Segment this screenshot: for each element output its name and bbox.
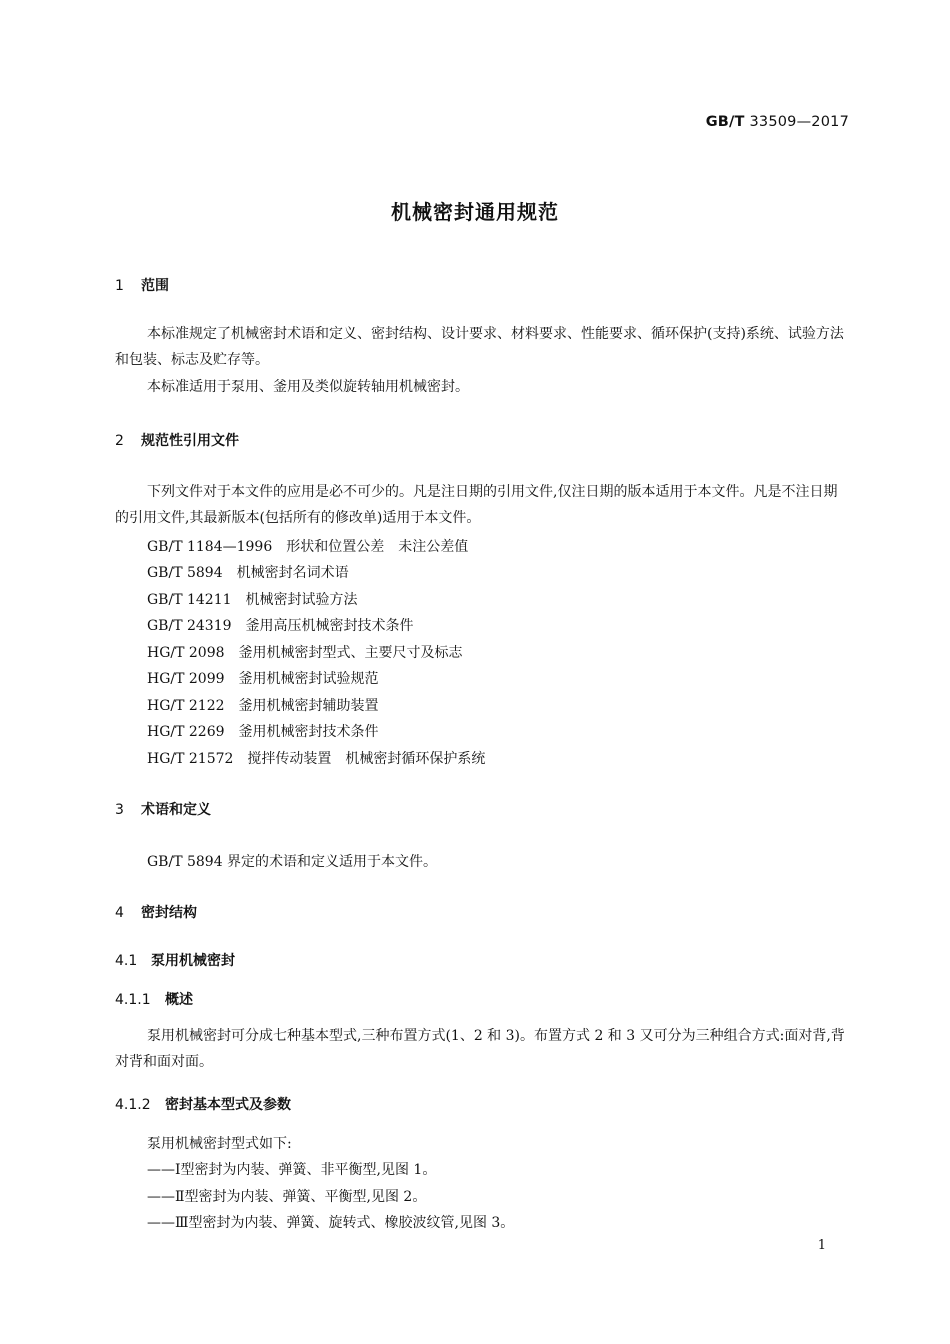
page-number: 1 (817, 1238, 826, 1253)
section-1-paragraph-1: 本标准规定了机械密封术语和定义、密封结构、设计要求、材料要求、性能要求、循环保护(支持)系统、试验方法和包装、标志及贮存等。 (115, 326, 844, 368)
standard-code (706, 114, 849, 130)
reference-item: GB/T 24319 釜用高压机械密封技术条件 (147, 618, 414, 634)
section-title: 概述 (165, 992, 193, 1008)
section-title: 密封结构 (141, 905, 197, 921)
list-item: ——Ⅲ型密封为内装、弹簧、旋转式、橡胶波纹管,见图 3。 (147, 1215, 515, 1231)
section-number: 1 (115, 278, 124, 294)
reference-item: HG/T 21572 搅拌传动装置 机械密封循环保护系统 (147, 751, 486, 767)
section-4-1-1-heading (115, 989, 193, 1009)
section-3-paragraph-1: GB/T 5894 界定的术语和定义适用于本文件。 (147, 854, 438, 870)
standard-prefix: GB/T (705, 114, 745, 130)
section-1-heading (115, 275, 169, 295)
list-item: ——Ⅰ型密封为内装、弹簧、非平衡型,见图 1。 (147, 1162, 437, 1178)
section-number: 4 (115, 905, 124, 921)
section-title: 泵用机械密封 (151, 953, 235, 969)
document-title: 机械密封通用规范 (391, 200, 559, 224)
section-3-heading (115, 799, 211, 819)
section-4-1-heading (115, 950, 235, 970)
section-number: 4.1 (115, 953, 138, 969)
section-4-1-2-paragraph-1: 泵用机械密封型式如下: (147, 1136, 292, 1152)
reference-item: GB/T 14211 机械密封试验方法 (147, 592, 358, 608)
reference-item: HG/T 2122 釜用机械密封辅助装置 (147, 698, 379, 714)
standard-number: 33509—2017 (749, 114, 849, 130)
reference-item: HG/T 2098 釜用机械密封型式、主要尺寸及标志 (147, 645, 463, 661)
section-2-heading (115, 430, 239, 450)
section-title: 规范性引用文件 (141, 433, 239, 449)
reference-item: GB/T 1184—1996 形状和位置公差 未注公差值 (147, 539, 469, 555)
section-title: 术语和定义 (141, 802, 211, 818)
reference-item: HG/T 2269 釜用机械密封技术条件 (147, 724, 379, 740)
section-number: 4.1.2 (115, 1097, 151, 1113)
section-2-paragraph-1: 下列文件对于本文件的应用是必不可少的。凡是注日期的引用文件,仅注日期的版本适用于本文件。凡是不注日期的引用文件,其最新版本(包括所有的修改单)适用于本文件。 (115, 484, 838, 526)
section-number: 3 (115, 802, 124, 818)
section-title: 密封基本型式及参数 (165, 1097, 291, 1113)
list-item: ——Ⅱ型密封为内装、弹簧、平衡型,见图 2。 (147, 1189, 427, 1205)
section-4-1-1-paragraph-1: 泵用机械密封可分成七种基本型式,三种布置方式(1、2 和 3)。布置方式 2 和 3 又可分为三种组合方式:面对背,背对背和面对面。 (115, 1028, 845, 1070)
reference-item: GB/T 5894 机械密封名词术语 (147, 565, 349, 581)
section-number: 4.1.1 (115, 992, 151, 1008)
section-title: 范围 (141, 278, 169, 294)
section-4-1-2-heading (115, 1094, 291, 1114)
section-4-heading (115, 902, 197, 922)
reference-item: HG/T 2099 釜用机械密封试验规范 (147, 671, 379, 687)
section-1-paragraph-2: 本标准适用于泵用、釜用及类似旋转轴用机械密封。 (147, 379, 469, 395)
section-number: 2 (115, 433, 124, 449)
